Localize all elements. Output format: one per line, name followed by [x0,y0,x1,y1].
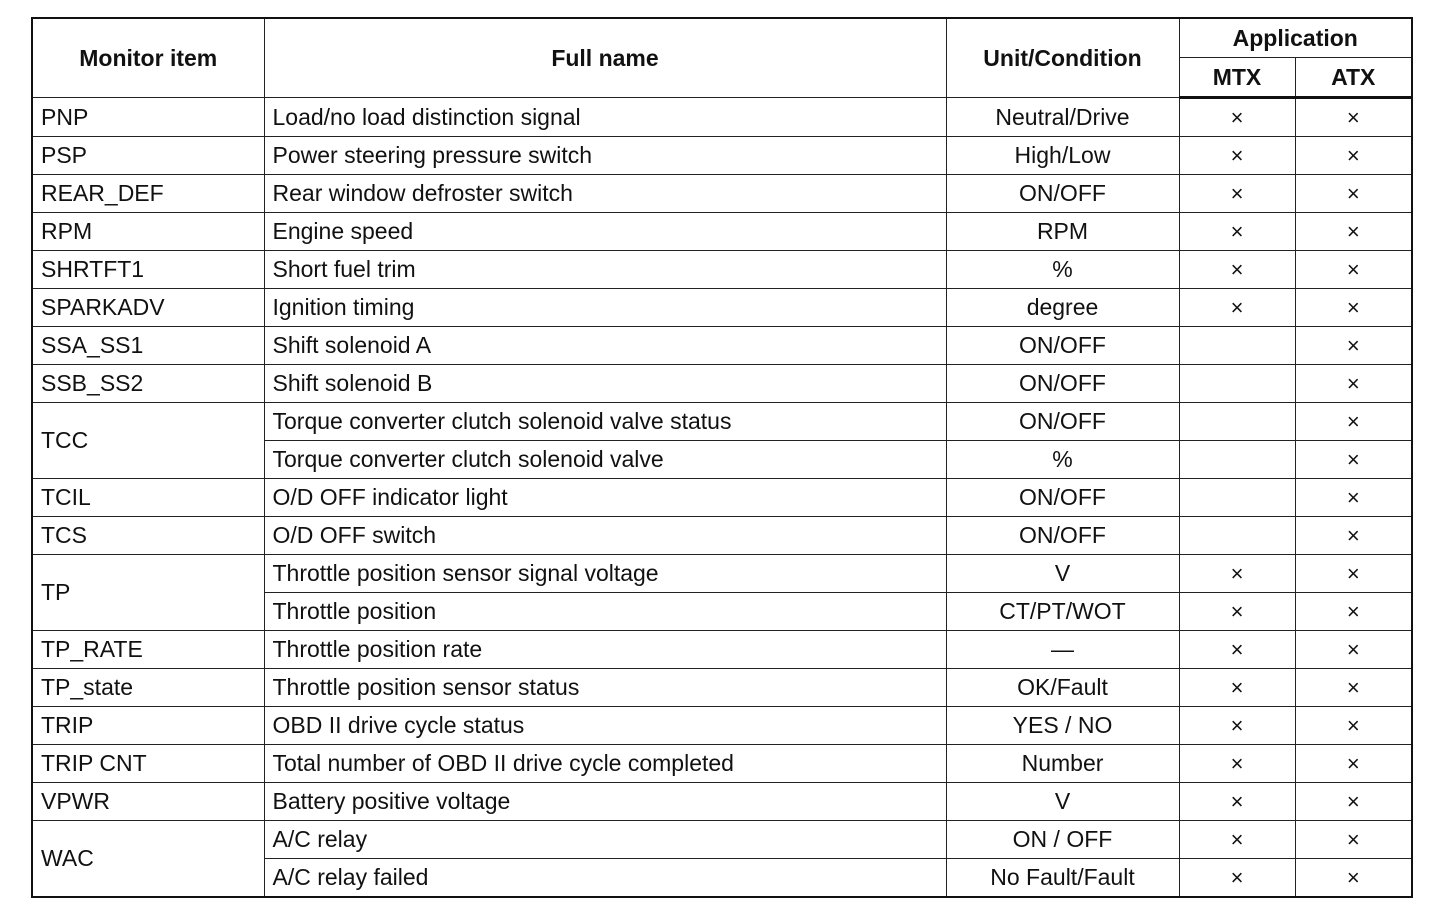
table-row [32,213,1412,251]
applicable-mark-icon: × [1346,257,1360,282]
unit-condition-cell: RPM [946,213,1179,251]
monitor-item-cell: SPARKADV [32,289,264,327]
atx-application-cell [1295,365,1412,403]
full-name-cell: Short fuel trim [264,251,946,289]
full-name-cell: Torque converter clutch solenoid valve status [264,403,946,441]
unit-condition-cell: ON / OFF [946,821,1179,859]
header-atx: ATX [1295,58,1412,98]
table-row [32,783,1412,821]
atx-application-cell [1295,707,1412,745]
full-name-cell: OBD II drive cycle status [264,707,946,745]
atx-application-cell [1295,98,1412,137]
table-row [32,137,1412,175]
atx-application-cell [1295,175,1412,213]
monitor-item-cell: SSA_SS1 [32,327,264,365]
atx-application-cell [1295,213,1412,251]
mtx-application-cell [1179,517,1295,555]
applicable-mark-icon: × [1230,637,1244,662]
full-name-cell: Torque converter clutch solenoid valve [264,441,946,479]
monitor-item-cell: TP_state [32,669,264,707]
atx-application-cell [1295,137,1412,175]
full-name-cell: Total number of OBD II drive cycle completed [264,745,946,783]
unit-condition-cell: degree [946,289,1179,327]
applicable-mark-icon: × [1346,713,1360,738]
atx-application-cell [1295,479,1412,517]
full-name-cell: Engine speed [264,213,946,251]
monitor-item-cell: TRIP [32,707,264,745]
table-row [32,669,1412,707]
table-row [32,98,1412,137]
applicable-mark-icon: × [1346,333,1360,358]
applicable-mark-icon: × [1346,637,1360,662]
mtx-application-cell [1179,403,1295,441]
full-name-cell: Battery positive voltage [264,783,946,821]
unit-condition-cell: High/Low [946,137,1179,175]
full-name-cell: O/D OFF switch [264,517,946,555]
mtx-application-cell [1179,365,1295,403]
monitor-item-cell: PSP [32,137,264,175]
full-name-cell: Load/no load distinction signal [264,98,946,137]
applicable-mark-icon: × [1230,181,1244,206]
applicable-mark-icon: × [1230,561,1244,586]
mtx-application-cell [1179,289,1295,327]
mtx-application-cell [1179,98,1295,137]
applicable-mark-icon: × [1346,865,1360,890]
monitor-item-cell: TCS [32,517,264,555]
applicable-mark-icon: × [1346,675,1360,700]
mtx-application-cell [1179,631,1295,669]
atx-application-cell [1295,251,1412,289]
unit-condition-cell: CT/PT/WOT [946,593,1179,631]
applicable-mark-icon: × [1346,447,1360,472]
atx-application-cell [1295,517,1412,555]
atx-application-cell [1295,669,1412,707]
atx-application-cell [1295,859,1412,898]
monitor-item-cell: RPM [32,213,264,251]
full-name-cell: Throttle position sensor signal voltage [264,555,946,593]
unit-condition-cell: Number [946,745,1179,783]
applicable-mark-icon: × [1230,713,1244,738]
unit-condition-cell: % [946,251,1179,289]
unit-condition-cell: ON/OFF [946,403,1179,441]
applicable-mark-icon: × [1230,257,1244,282]
full-name-cell: Throttle position [264,593,946,631]
applicable-mark-icon: × [1230,827,1244,852]
header-full-name: Full name [264,18,946,98]
mtx-application-cell [1179,593,1295,631]
table-row [32,517,1412,555]
monitor-item-cell: VPWR [32,783,264,821]
applicable-mark-icon: × [1346,523,1360,548]
mtx-application-cell [1179,213,1295,251]
atx-application-cell [1295,441,1412,479]
applicable-mark-icon: × [1346,561,1360,586]
atx-application-cell [1295,289,1412,327]
unit-condition-cell: OK/Fault [946,669,1179,707]
applicable-mark-icon: × [1346,143,1360,168]
full-name-cell: O/D OFF indicator light [264,479,946,517]
applicable-mark-icon: × [1346,181,1360,206]
mtx-application-cell [1179,251,1295,289]
mtx-application-cell [1179,783,1295,821]
monitor-item-table-container [31,17,1413,898]
full-name-cell: Ignition timing [264,289,946,327]
table-row [32,289,1412,327]
atx-application-cell [1295,593,1412,631]
monitor-item-cell: SSB_SS2 [32,365,264,403]
applicable-mark-icon: × [1346,599,1360,624]
monitor-item-cell: TP_RATE [32,631,264,669]
mtx-application-cell [1179,479,1295,517]
table-body [32,98,1412,898]
applicable-mark-icon: × [1346,827,1360,852]
unit-condition-cell: ON/OFF [946,175,1179,213]
unit-condition-cell: ON/OFF [946,327,1179,365]
header-mtx: MTX [1179,58,1295,98]
monitor-item-cell: TCIL [32,479,264,517]
unit-condition-cell: — [946,631,1179,669]
mtx-application-cell [1179,137,1295,175]
table-row [32,403,1412,441]
applicable-mark-icon: × [1346,789,1360,814]
unit-condition-cell: ON/OFF [946,517,1179,555]
table-row [32,821,1412,859]
full-name-cell: Power steering pressure switch [264,137,946,175]
full-name-cell: Shift solenoid B [264,365,946,403]
monitor-item-cell: REAR_DEF [32,175,264,213]
mtx-application-cell [1179,175,1295,213]
table-row [32,327,1412,365]
mtx-application-cell [1179,707,1295,745]
atx-application-cell [1295,631,1412,669]
monitor-item-cell: PNP [32,98,264,137]
mtx-application-cell [1179,327,1295,365]
header-unit-condition: Unit/Condition [946,18,1179,98]
table-row [32,175,1412,213]
table-row [32,365,1412,403]
full-name-cell: Shift solenoid A [264,327,946,365]
monitor-item-table [31,17,1413,898]
applicable-mark-icon: × [1230,865,1244,890]
atx-application-cell [1295,327,1412,365]
unit-condition-cell: ON/OFF [946,479,1179,517]
atx-application-cell [1295,783,1412,821]
full-name-cell: A/C relay failed [264,859,946,898]
unit-condition-cell: No Fault/Fault [946,859,1179,898]
applicable-mark-icon: × [1230,789,1244,814]
applicable-mark-icon: × [1346,219,1360,244]
atx-application-cell [1295,745,1412,783]
unit-condition-cell: V [946,783,1179,821]
unit-condition-cell: V [946,555,1179,593]
table-row [32,707,1412,745]
full-name-cell: A/C relay [264,821,946,859]
applicable-mark-icon: × [1346,371,1360,396]
table-row [32,745,1412,783]
atx-application-cell [1295,821,1412,859]
monitor-item-cell: SHRTFT1 [32,251,264,289]
applicable-mark-icon: × [1346,751,1360,776]
table-row [32,631,1412,669]
table-row [32,251,1412,289]
applicable-mark-icon: × [1230,105,1244,130]
unit-condition-cell: % [946,441,1179,479]
table-row [32,479,1412,517]
applicable-mark-icon: × [1346,409,1360,434]
full-name-cell: Throttle position sensor status [264,669,946,707]
monitor-item-cell: TRIP CNT [32,745,264,783]
applicable-mark-icon: × [1230,599,1244,624]
unit-condition-cell: ON/OFF [946,365,1179,403]
mtx-application-cell [1179,821,1295,859]
applicable-mark-icon: × [1230,295,1244,320]
mtx-application-cell [1179,441,1295,479]
mtx-application-cell [1179,859,1295,898]
monitor-item-cell: WAC [32,821,264,898]
applicable-mark-icon: × [1230,675,1244,700]
mtx-application-cell [1179,669,1295,707]
full-name-cell: Rear window defroster switch [264,175,946,213]
applicable-mark-icon: × [1230,143,1244,168]
applicable-mark-icon: × [1346,105,1360,130]
atx-application-cell [1295,403,1412,441]
mtx-application-cell [1179,555,1295,593]
table-header [32,18,1412,98]
header-monitor-item: Monitor item [32,18,264,98]
applicable-mark-icon: × [1230,219,1244,244]
header-application: Application [1179,18,1412,58]
table-row [32,555,1412,593]
full-name-cell: Throttle position rate [264,631,946,669]
unit-condition-cell: YES / NO [946,707,1179,745]
applicable-mark-icon: × [1230,751,1244,776]
atx-application-cell [1295,555,1412,593]
mtx-application-cell [1179,745,1295,783]
monitor-item-cell: TCC [32,403,264,479]
monitor-item-cell: TP [32,555,264,631]
applicable-mark-icon: × [1346,295,1360,320]
unit-condition-cell: Neutral/Drive [946,98,1179,137]
applicable-mark-icon: × [1346,485,1360,510]
